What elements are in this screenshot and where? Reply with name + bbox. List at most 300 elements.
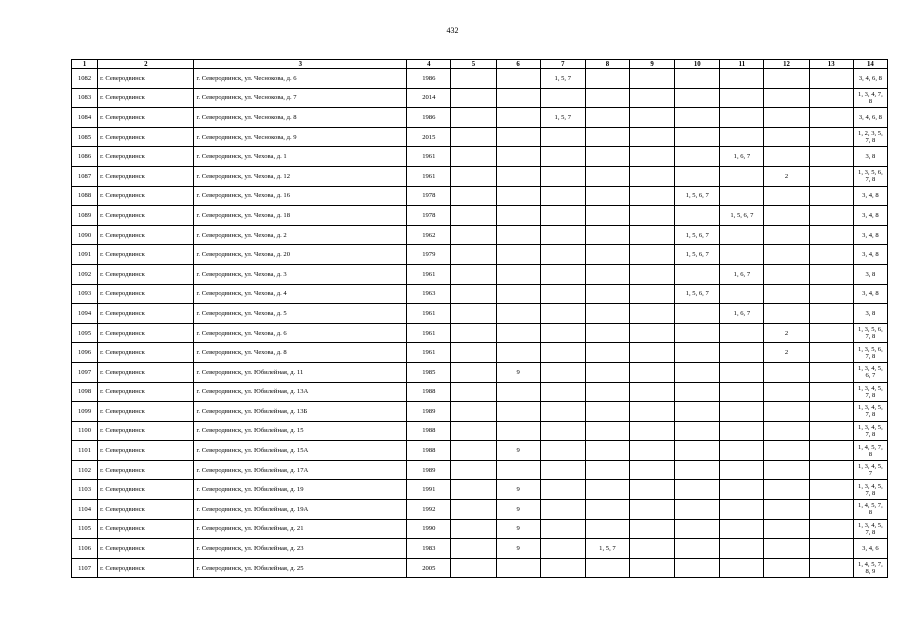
cell-col-13	[809, 147, 853, 167]
cell-col-12	[764, 362, 809, 382]
cell-address: г. Северодвинск, ул. Чеснокова, д. 9	[194, 127, 407, 147]
cell-col-8	[585, 88, 629, 108]
cell-col-12: 2	[764, 323, 809, 343]
cell-col-10	[675, 441, 720, 461]
cell-year-built: 1986	[407, 108, 451, 128]
cell-row-number: 1088	[72, 186, 98, 206]
cell-col-9	[630, 558, 675, 578]
cell-col-7	[540, 127, 585, 147]
table-row	[72, 206, 888, 226]
cell-col-9	[630, 519, 675, 539]
cell-row-number: 1094	[72, 304, 98, 324]
cell-col-8	[585, 245, 629, 265]
cell-col-12	[764, 186, 809, 206]
cell-col-7: 1, 5, 7	[540, 108, 585, 128]
cell-col-5	[451, 480, 496, 500]
cell-address: г. Северодвинск, ул. Чехова, д. 2	[194, 225, 407, 245]
cell-col-9	[630, 69, 675, 89]
cell-col-11	[720, 225, 764, 245]
cell-year-built: 2015	[407, 127, 451, 147]
cell-year-built: 1989	[407, 460, 451, 480]
cell-col-14: 3, 4, 8	[853, 284, 887, 304]
cell-col-14: 3, 4, 6	[853, 539, 887, 559]
cell-col-10	[675, 480, 720, 500]
cell-col-6	[496, 460, 540, 480]
cell-col-13	[809, 284, 853, 304]
cell-row-number: 1086	[72, 147, 98, 167]
cell-col-11: 1, 5, 6, 7	[720, 206, 764, 226]
cell-col-12	[764, 69, 809, 89]
cell-year-built: 1986	[407, 69, 451, 89]
cell-year-built: 1978	[407, 186, 451, 206]
cell-year-built: 1983	[407, 539, 451, 559]
cell-row-number: 1096	[72, 343, 98, 363]
cell-col-9	[630, 304, 675, 324]
cell-col-8	[585, 421, 629, 441]
cell-row-number: 1105	[72, 519, 98, 539]
cell-address: г. Северодвинск, ул. Юбилейная, д. 11	[194, 362, 407, 382]
cell-col-7	[540, 264, 585, 284]
cell-col-13	[809, 500, 853, 520]
cell-col-9	[630, 225, 675, 245]
cell-settlement: г. Северодвинск	[98, 186, 194, 206]
cell-settlement: г. Северодвинск	[98, 304, 194, 324]
cell-settlement: г. Северодвинск	[98, 166, 194, 186]
cell-col-5	[451, 441, 496, 461]
cell-col-12	[764, 225, 809, 245]
cell-col-9	[630, 88, 675, 108]
cell-year-built: 2014	[407, 88, 451, 108]
cell-col-12	[764, 460, 809, 480]
cell-col-11	[720, 402, 764, 422]
table-row	[72, 147, 888, 167]
table-row	[72, 225, 888, 245]
cell-col-5	[451, 421, 496, 441]
table-row	[72, 108, 888, 128]
cell-col-12	[764, 147, 809, 167]
cell-col-8	[585, 441, 629, 461]
cell-col-13	[809, 186, 853, 206]
cell-col-6	[496, 304, 540, 324]
cell-col-8	[585, 147, 629, 167]
cell-col-8	[585, 304, 629, 324]
cell-col-11	[720, 284, 764, 304]
cell-row-number: 1104	[72, 500, 98, 520]
cell-year-built: 2005	[407, 558, 451, 578]
cell-settlement: г. Северодвинск	[98, 343, 194, 363]
column-header-2: 2	[98, 60, 194, 69]
cell-col-11	[720, 558, 764, 578]
cell-col-11: 1, 6, 7	[720, 304, 764, 324]
cell-settlement: г. Северодвинск	[98, 264, 194, 284]
cell-col-13	[809, 108, 853, 128]
cell-col-14: 3, 4, 8	[853, 186, 887, 206]
cell-row-number: 1107	[72, 558, 98, 578]
cell-col-10	[675, 362, 720, 382]
cell-col-7	[540, 323, 585, 343]
cell-col-13	[809, 343, 853, 363]
cell-col-6	[496, 225, 540, 245]
cell-col-5	[451, 206, 496, 226]
cell-row-number: 1093	[72, 284, 98, 304]
cell-address: г. Северодвинск, ул. Чехова, д. 3	[194, 264, 407, 284]
cell-col-8	[585, 402, 629, 422]
cell-col-8	[585, 108, 629, 128]
cell-col-7	[540, 402, 585, 422]
cell-col-8	[585, 69, 629, 89]
cell-col-14: 1, 3, 4, 5, 7, 8	[853, 382, 887, 402]
cell-col-5	[451, 88, 496, 108]
cell-col-5	[451, 225, 496, 245]
cell-col-13	[809, 206, 853, 226]
cell-col-5	[451, 362, 496, 382]
cell-address: г. Северодвинск, ул. Юбилейная, д. 19	[194, 480, 407, 500]
cell-year-built: 1988	[407, 441, 451, 461]
cell-col-5	[451, 284, 496, 304]
table-row	[72, 558, 888, 578]
table-row	[72, 539, 888, 559]
cell-col-5	[451, 323, 496, 343]
cell-col-6	[496, 186, 540, 206]
table-row	[72, 362, 888, 382]
cell-settlement: г. Северодвинск	[98, 441, 194, 461]
cell-col-5	[451, 402, 496, 422]
cell-col-13	[809, 558, 853, 578]
cell-col-12	[764, 402, 809, 422]
cell-col-13	[809, 264, 853, 284]
cell-col-12	[764, 558, 809, 578]
cell-col-8	[585, 382, 629, 402]
column-header-8: 8	[585, 60, 629, 69]
cell-row-number: 1106	[72, 539, 98, 559]
cell-col-8	[585, 500, 629, 520]
cell-col-5	[451, 460, 496, 480]
cell-col-6	[496, 323, 540, 343]
cell-col-14: 3, 4, 6, 8	[853, 69, 887, 89]
cell-address: г. Северодвинск, ул. Чехова, д. 4	[194, 284, 407, 304]
cell-settlement: г. Северодвинск	[98, 323, 194, 343]
cell-col-11	[720, 343, 764, 363]
column-header-14: 14	[853, 60, 887, 69]
cell-col-10	[675, 402, 720, 422]
cell-col-5	[451, 558, 496, 578]
cell-col-7	[540, 362, 585, 382]
cell-col-9	[630, 539, 675, 559]
cell-col-9	[630, 343, 675, 363]
cell-settlement: г. Северодвинск	[98, 382, 194, 402]
cell-col-11	[720, 460, 764, 480]
cell-row-number: 1101	[72, 441, 98, 461]
cell-settlement: г. Северодвинск	[98, 558, 194, 578]
cell-col-14: 1, 4, 5, 7, 8	[853, 500, 887, 520]
cell-col-11	[720, 323, 764, 343]
cell-year-built: 1961	[407, 147, 451, 167]
cell-year-built: 1988	[407, 421, 451, 441]
cell-col-11	[720, 500, 764, 520]
cell-col-7	[540, 460, 585, 480]
column-header-1: 1	[72, 60, 98, 69]
column-header-3: 3	[194, 60, 407, 69]
cell-col-11	[720, 186, 764, 206]
cell-col-12	[764, 421, 809, 441]
cell-col-9	[630, 362, 675, 382]
cell-col-8	[585, 166, 629, 186]
cell-address: г. Северодвинск, ул. Юбилейная, д. 13А	[194, 382, 407, 402]
cell-col-12	[764, 382, 809, 402]
cell-settlement: г. Северодвинск	[98, 225, 194, 245]
cell-col-7	[540, 539, 585, 559]
cell-col-8	[585, 323, 629, 343]
cell-col-14: 1, 3, 5, 6, 7, 8	[853, 323, 887, 343]
cell-year-built: 1990	[407, 519, 451, 539]
table-row	[72, 402, 888, 422]
cell-col-7	[540, 480, 585, 500]
cell-address: г. Северодвинск, ул. Юбилейная, д. 19А	[194, 500, 407, 520]
cell-col-12	[764, 264, 809, 284]
cell-col-14: 1, 3, 4, 7, 8	[853, 88, 887, 108]
cell-col-9	[630, 264, 675, 284]
column-header-5: 5	[451, 60, 496, 69]
cell-year-built: 1962	[407, 225, 451, 245]
cell-col-6	[496, 558, 540, 578]
cell-col-11	[720, 362, 764, 382]
cell-address: г. Северодвинск, ул. Чехова, д. 8	[194, 343, 407, 363]
cell-col-6	[496, 245, 540, 265]
cell-col-6	[496, 343, 540, 363]
cell-col-10	[675, 304, 720, 324]
cell-col-14: 1, 3, 4, 5, 7, 8	[853, 519, 887, 539]
cell-row-number: 1091	[72, 245, 98, 265]
cell-row-number: 1083	[72, 88, 98, 108]
cell-settlement: г. Северодвинск	[98, 402, 194, 422]
column-header-7: 7	[540, 60, 585, 69]
cell-col-13	[809, 480, 853, 500]
cell-address: г. Северодвинск, ул. Чехова, д. 20	[194, 245, 407, 265]
cell-col-10: 1, 5, 6, 7	[675, 284, 720, 304]
table-row	[72, 343, 888, 363]
cell-address: г. Северодвинск, ул. Чехова, д. 18	[194, 206, 407, 226]
cell-address: г. Северодвинск, ул. Чехова, д. 16	[194, 186, 407, 206]
cell-col-11: 1, 6, 7	[720, 147, 764, 167]
cell-settlement: г. Северодвинск	[98, 480, 194, 500]
cell-col-8	[585, 284, 629, 304]
cell-col-13	[809, 441, 853, 461]
cell-col-9	[630, 480, 675, 500]
cell-col-6	[496, 382, 540, 402]
cell-col-10	[675, 343, 720, 363]
column-header-13: 13	[809, 60, 853, 69]
cell-col-9	[630, 206, 675, 226]
cell-address: г. Северодвинск, ул. Юбилейная, д. 17А	[194, 460, 407, 480]
cell-col-13	[809, 304, 853, 324]
cell-col-9	[630, 500, 675, 520]
cell-address: г. Северодвинск, ул. Чеснокова, д. 7	[194, 88, 407, 108]
cell-col-11	[720, 108, 764, 128]
column-header-9: 9	[630, 60, 675, 69]
cell-col-12	[764, 284, 809, 304]
cell-col-7	[540, 225, 585, 245]
cell-col-9	[630, 127, 675, 147]
cell-col-6	[496, 402, 540, 422]
cell-col-12	[764, 127, 809, 147]
cell-col-12	[764, 206, 809, 226]
cell-year-built: 1961	[407, 264, 451, 284]
cell-col-7	[540, 284, 585, 304]
column-header-10: 10	[675, 60, 720, 69]
cell-col-10	[675, 166, 720, 186]
page-number: 432	[446, 26, 459, 35]
cell-settlement: г. Северодвинск	[98, 69, 194, 89]
cell-col-14: 1, 3, 5, 6, 7, 8	[853, 166, 887, 186]
cell-col-9	[630, 323, 675, 343]
cell-year-built: 1979	[407, 245, 451, 265]
cell-col-8	[585, 206, 629, 226]
cell-col-12	[764, 88, 809, 108]
cell-col-5	[451, 519, 496, 539]
table-row	[72, 127, 888, 147]
cell-col-13	[809, 127, 853, 147]
table-row	[72, 166, 888, 186]
cell-row-number: 1085	[72, 127, 98, 147]
cell-col-8	[585, 519, 629, 539]
cell-col-12	[764, 304, 809, 324]
cell-col-8	[585, 186, 629, 206]
cell-col-12	[764, 480, 809, 500]
cell-col-6: 9	[496, 480, 540, 500]
cell-col-12	[764, 500, 809, 520]
cell-col-12	[764, 245, 809, 265]
table-row	[72, 480, 888, 500]
cell-col-5	[451, 147, 496, 167]
cell-col-9	[630, 186, 675, 206]
cell-year-built: 1961	[407, 343, 451, 363]
cell-col-5	[451, 343, 496, 363]
cell-year-built: 1985	[407, 362, 451, 382]
cell-settlement: г. Северодвинск	[98, 127, 194, 147]
cell-col-14: 1, 3, 4, 5, 7, 8	[853, 480, 887, 500]
table-row	[72, 460, 888, 480]
table-row	[72, 304, 888, 324]
cell-row-number: 1087	[72, 166, 98, 186]
cell-col-9	[630, 402, 675, 422]
cell-year-built: 1978	[407, 206, 451, 226]
cell-settlement: г. Северодвинск	[98, 500, 194, 520]
cell-row-number: 1103	[72, 480, 98, 500]
cell-col-13	[809, 225, 853, 245]
cell-col-11: 1, 6, 7	[720, 264, 764, 284]
cell-col-14: 1, 4, 5, 7, 8, 9	[853, 558, 887, 578]
cell-col-13	[809, 88, 853, 108]
cell-settlement: г. Северодвинск	[98, 519, 194, 539]
cell-settlement: г. Северодвинск	[98, 284, 194, 304]
cell-col-14: 3, 4, 6, 8	[853, 108, 887, 128]
cell-col-5	[451, 166, 496, 186]
cell-address: г. Северодвинск, ул. Чехова, д. 1	[194, 147, 407, 167]
cell-col-10: 1, 5, 6, 7	[675, 225, 720, 245]
cell-col-7	[540, 519, 585, 539]
cell-col-14: 3, 4, 8	[853, 245, 887, 265]
cell-col-8	[585, 264, 629, 284]
table-row	[72, 264, 888, 284]
cell-col-14: 1, 3, 4, 5, 7, 8	[853, 421, 887, 441]
cell-col-11	[720, 480, 764, 500]
cell-settlement: г. Северодвинск	[98, 88, 194, 108]
cell-col-5	[451, 245, 496, 265]
cell-col-12	[764, 441, 809, 461]
cell-col-7	[540, 88, 585, 108]
cell-address: г. Северодвинск, ул. Юбилейная, д. 15А	[194, 441, 407, 461]
cell-settlement: г. Северодвинск	[98, 206, 194, 226]
cell-col-8	[585, 343, 629, 363]
cell-col-14: 3, 4, 8	[853, 206, 887, 226]
cell-col-6	[496, 127, 540, 147]
cell-col-10	[675, 206, 720, 226]
cell-col-12	[764, 539, 809, 559]
cell-col-8	[585, 127, 629, 147]
cell-col-8	[585, 225, 629, 245]
cell-row-number: 1100	[72, 421, 98, 441]
cell-settlement: г. Северодвинск	[98, 108, 194, 128]
cell-year-built: 1961	[407, 323, 451, 343]
cell-col-5	[451, 382, 496, 402]
table-row	[72, 245, 888, 265]
cell-col-9	[630, 421, 675, 441]
column-number-header-row	[72, 60, 888, 69]
cell-col-13	[809, 382, 853, 402]
cell-year-built: 1963	[407, 284, 451, 304]
cell-col-6	[496, 264, 540, 284]
cell-row-number: 1090	[72, 225, 98, 245]
column-header-11: 11	[720, 60, 764, 69]
cell-address: г. Северодвинск, ул. Чехова, д. 6	[194, 323, 407, 343]
table-row	[72, 88, 888, 108]
cell-col-7: 1, 5, 7	[540, 69, 585, 89]
cell-col-9	[630, 460, 675, 480]
cell-year-built: 1988	[407, 382, 451, 402]
cell-col-10	[675, 108, 720, 128]
cell-col-8	[585, 480, 629, 500]
cell-address: г. Северодвинск, ул. Юбилейная, д. 21	[194, 519, 407, 539]
cell-row-number: 1102	[72, 460, 98, 480]
table-row	[72, 382, 888, 402]
table-body	[72, 69, 888, 578]
cell-col-10	[675, 558, 720, 578]
cell-address: г. Северодвинск, ул. Юбилейная, д. 25	[194, 558, 407, 578]
cell-col-6	[496, 69, 540, 89]
column-header-4: 4	[407, 60, 451, 69]
cell-col-10	[675, 69, 720, 89]
cell-col-7	[540, 147, 585, 167]
cell-address: г. Северодвинск, ул. Чеснокова, д. 6	[194, 69, 407, 89]
cell-col-14: 3, 8	[853, 304, 887, 324]
cell-col-13	[809, 323, 853, 343]
table-row	[72, 69, 888, 89]
cell-row-number: 1098	[72, 382, 98, 402]
cell-col-7	[540, 186, 585, 206]
cell-col-6: 9	[496, 519, 540, 539]
cell-col-10	[675, 382, 720, 402]
cell-col-6	[496, 147, 540, 167]
cell-col-11	[720, 69, 764, 89]
cell-col-10	[675, 539, 720, 559]
cell-settlement: г. Северодвинск	[98, 147, 194, 167]
cell-col-10	[675, 323, 720, 343]
cell-col-5	[451, 127, 496, 147]
cell-col-9	[630, 147, 675, 167]
cell-col-10	[675, 460, 720, 480]
cell-col-14: 1, 2, 3, 5, 7, 8	[853, 127, 887, 147]
cell-col-7	[540, 421, 585, 441]
